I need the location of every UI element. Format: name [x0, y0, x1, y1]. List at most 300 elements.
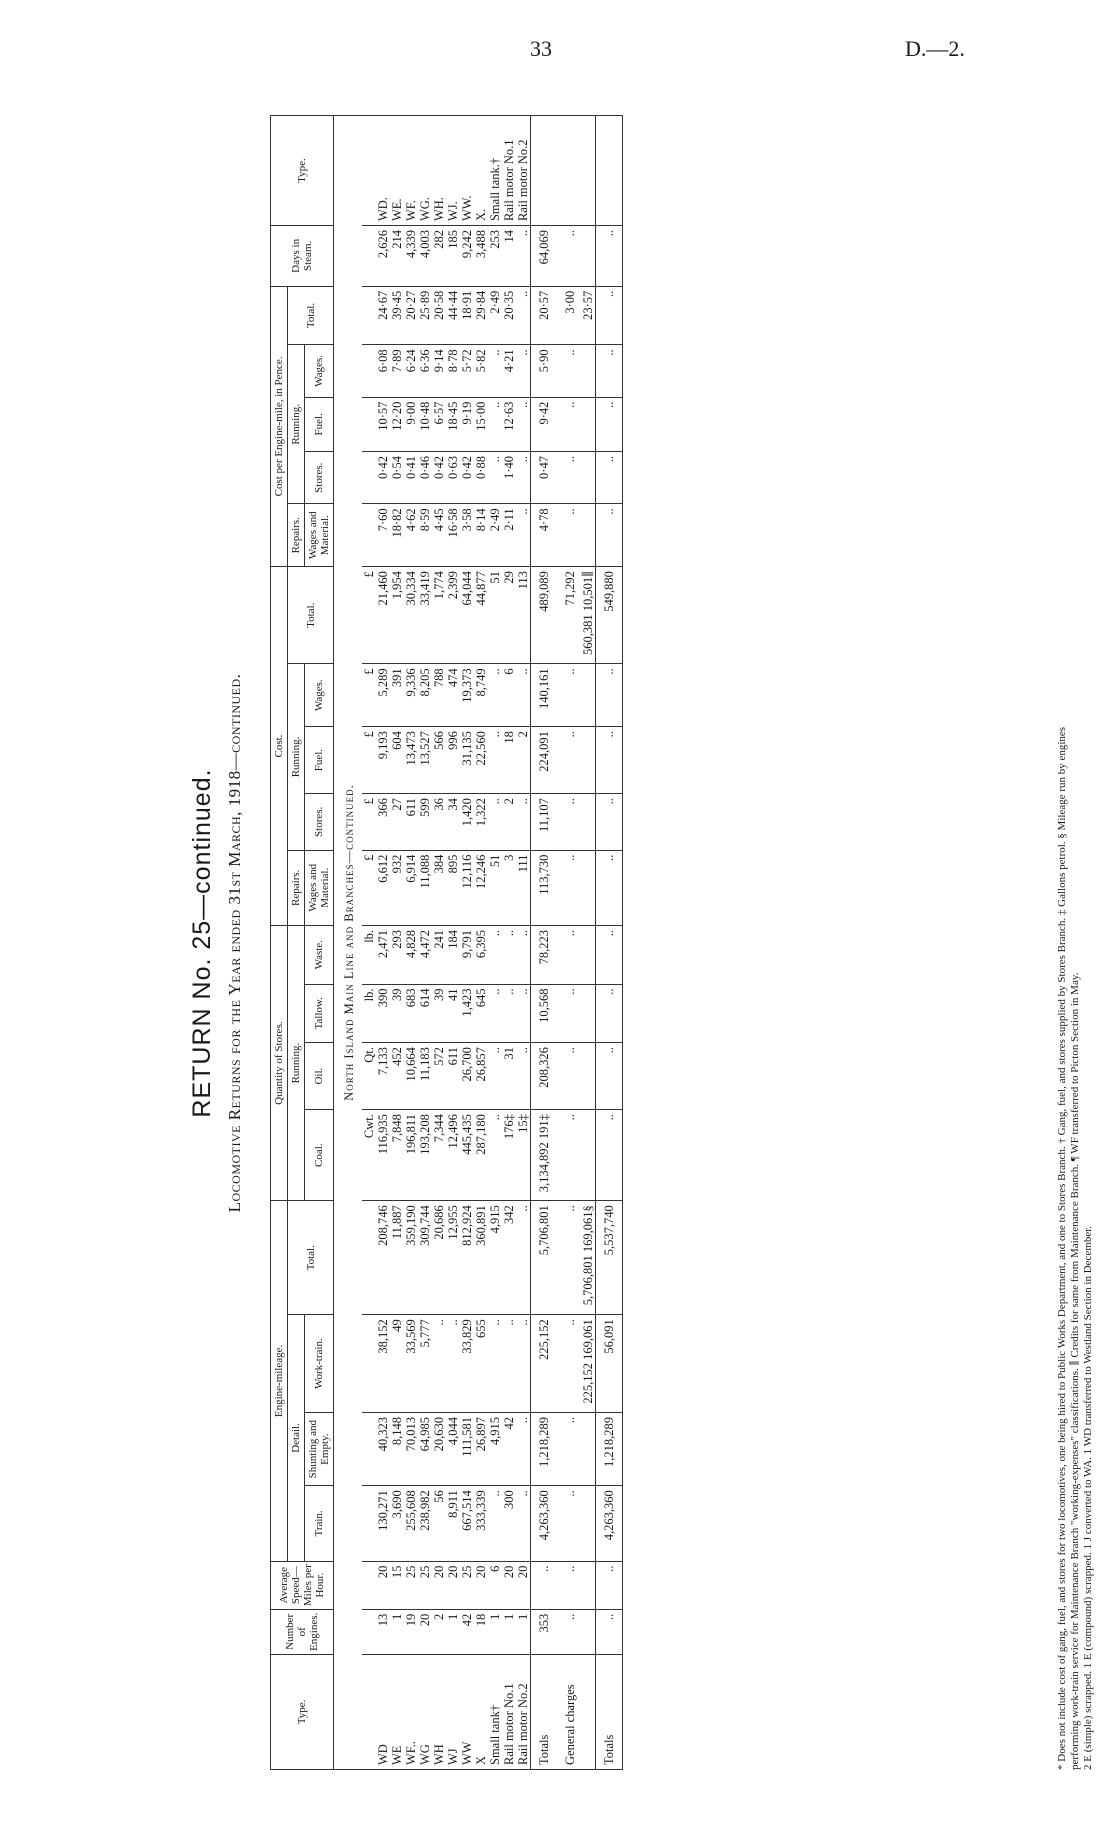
- table-cell: 71,292: [557, 567, 581, 664]
- table-cell: 6·24: [404, 345, 418, 397]
- table-cell: 25: [418, 1561, 432, 1609]
- table-cell: ..: [596, 664, 623, 727]
- table-cell: 0·42: [460, 452, 474, 504]
- table-cell: Rail motor No.1: [502, 116, 516, 226]
- table-cell: 2·49: [488, 286, 502, 345]
- table-cell: 6·57: [432, 397, 446, 451]
- table-row: [502, 116, 516, 1770]
- table-row: [418, 116, 432, 1770]
- table-cell: 683: [404, 984, 418, 1043]
- table-cell: 8·59: [418, 504, 432, 567]
- table-cell: [581, 1609, 596, 1654]
- table-cell: [557, 116, 581, 226]
- table-cell: [362, 504, 376, 567]
- table-cell: 225,152 169,061: [581, 1315, 596, 1413]
- table-cell: WH: [432, 1654, 446, 1769]
- table-row: [376, 116, 390, 1770]
- table-cell: WJ.: [446, 116, 460, 226]
- table-cell: WG: [418, 1654, 432, 1769]
- table-cell: £: [362, 567, 376, 664]
- col-cost-running: Running.: [288, 664, 305, 850]
- table-cell: 300: [502, 1486, 516, 1561]
- table-cell: [362, 1609, 376, 1654]
- table-cell: ..: [432, 1315, 446, 1413]
- table-cell: 25: [460, 1561, 474, 1609]
- table-cell: 9·00: [404, 397, 418, 451]
- table-cell: 20·35: [502, 286, 516, 345]
- table-cell: 549,880: [596, 567, 623, 664]
- table-cell: [581, 116, 596, 226]
- table-cell: 0·42: [376, 452, 390, 504]
- table-cell: 25·89: [418, 286, 432, 345]
- table-cell: WJ: [446, 1654, 460, 1769]
- table-cell: 19: [404, 1609, 418, 1654]
- return-title: RETURN No. 25—continued.: [188, 768, 216, 1118]
- table-cell: 176‡: [502, 1110, 516, 1201]
- table-cell: [581, 452, 596, 504]
- table-cell: 7·89: [390, 345, 404, 397]
- table-cell: 44·44: [446, 286, 460, 345]
- table-cell: [362, 397, 376, 451]
- table-cell: 12·63: [502, 397, 516, 451]
- table-cell: 56,091: [596, 1315, 623, 1413]
- table-cell: 0·88: [474, 452, 488, 504]
- table-cell: ..: [557, 727, 581, 794]
- table-cell: 20: [376, 1561, 390, 1609]
- table-cell: ..: [557, 1561, 581, 1609]
- table-cell: 22,560: [474, 727, 488, 794]
- table-cell: WF..: [404, 1654, 418, 1769]
- page-number: 33: [530, 36, 552, 61]
- table-cell: 0·63: [446, 452, 460, 504]
- table-cell: 3,134,892 191‡: [531, 1110, 558, 1201]
- table-cell: ..: [516, 226, 531, 287]
- table-cell: 452: [390, 1043, 404, 1110]
- table-cell: 16·58: [446, 504, 460, 567]
- table-cell: WW.: [460, 116, 474, 226]
- col-pence-repairs: Repairs.: [288, 504, 305, 567]
- table-cell: ..: [502, 925, 516, 984]
- table-cell: [581, 1486, 596, 1561]
- table-cell: 15: [390, 1561, 404, 1609]
- col-cost: Cost.: [271, 567, 288, 926]
- table-cell: 20,686: [432, 1201, 446, 1315]
- table-cell: 384: [432, 850, 446, 925]
- table-cell: ..: [557, 1609, 581, 1654]
- col-cost-per-engine-mile: Cost per Engine-mile, in Pence.: [271, 286, 288, 566]
- col-shunting: Shunting and Empty.: [305, 1413, 334, 1486]
- table-cell: [596, 116, 623, 226]
- general-charges-row: [557, 116, 581, 1770]
- table-cell: WD: [376, 1654, 390, 1769]
- table-cell: 40,323: [376, 1413, 390, 1486]
- table-cell: 7·60: [376, 504, 390, 567]
- table-cell: lb.: [362, 984, 376, 1043]
- table-cell: Small tank.†: [488, 116, 502, 226]
- table-cell: ..: [488, 794, 502, 851]
- table-cell: 78,223: [531, 925, 558, 984]
- table-cell: 359,190: [404, 1201, 418, 1315]
- table-cell: WE.: [390, 116, 404, 226]
- table-cell: 42: [502, 1413, 516, 1486]
- col-pence-stores: Stores.: [305, 452, 334, 504]
- table-cell: 19,373: [460, 664, 474, 727]
- table-cell: 10·48: [418, 397, 432, 451]
- table-cell: 1,322: [474, 794, 488, 851]
- table-cell: 111: [516, 850, 531, 925]
- table-cell: £: [362, 664, 376, 727]
- locomotive-returns-table: [270, 115, 623, 1770]
- table-cell: [362, 1413, 376, 1486]
- table-cell: 116,935: [376, 1110, 390, 1201]
- table-cell: 3·00: [557, 286, 581, 345]
- table-cell: 611: [446, 1043, 460, 1110]
- table-row: [446, 116, 460, 1770]
- table-cell: 4,044: [446, 1413, 460, 1486]
- table-cell: Totals: [596, 1654, 623, 1769]
- table-cell: [362, 1486, 376, 1561]
- table-cell: ..: [516, 452, 531, 504]
- table-cell: Qt.: [362, 1043, 376, 1110]
- col-tallow: Tallow.: [305, 984, 334, 1043]
- table-cell: ..: [557, 452, 581, 504]
- table-cell: 895: [446, 850, 460, 925]
- table-cell: ..: [557, 1486, 581, 1561]
- table-cell: 1,218,289: [596, 1413, 623, 1486]
- table-cell: ..: [488, 1486, 502, 1561]
- table-cell: 4,263,360: [531, 1486, 558, 1561]
- table-cell: 20·58: [432, 286, 446, 345]
- table-cell: 130,271: [376, 1486, 390, 1561]
- table-cell: ..: [596, 345, 623, 397]
- table-cell: 64,044: [460, 567, 474, 664]
- table-cell: 31,135: [460, 727, 474, 794]
- table-cell: 5·72: [460, 345, 474, 397]
- table-cell: 20,630: [432, 1413, 446, 1486]
- table-cell: ..: [557, 1413, 581, 1486]
- table-cell: [362, 345, 376, 397]
- col-quantity-of-stores: Quantity of Stores.: [271, 925, 288, 1200]
- table-cell: 27: [390, 794, 404, 851]
- table-cell: £: [362, 850, 376, 925]
- table-cell: [362, 1561, 376, 1609]
- table-cell: 39: [432, 984, 446, 1043]
- table-cell: 26,700: [460, 1043, 474, 1110]
- col-mileage-total: Total.: [288, 1201, 334, 1315]
- table-cell: 208,746: [376, 1201, 390, 1315]
- col-train: Train.: [305, 1486, 334, 1561]
- table-cell: 18·82: [390, 504, 404, 567]
- rotated-page: [0, 86, 1114, 1800]
- table-cell: 9,336: [404, 664, 418, 727]
- table-cell: 56: [432, 1486, 446, 1561]
- table-cell: 18·91: [460, 286, 474, 345]
- table-cell: 20·57: [531, 286, 558, 345]
- table-cell: ..: [596, 452, 623, 504]
- col-pence-wages: Wages.: [305, 345, 334, 397]
- col-days-in-steam: Days in Steam.: [271, 226, 334, 287]
- col-coal: Coal.: [305, 1110, 334, 1201]
- col-type: Type.: [271, 1654, 334, 1769]
- table-cell: [581, 1110, 596, 1201]
- table-cell: 353: [531, 1609, 558, 1654]
- table-cell: Rail motor No.2: [516, 1654, 531, 1769]
- table-cell: 599: [418, 794, 432, 851]
- table-cell: 20: [432, 1561, 446, 1609]
- table-cell: 8·14: [474, 504, 488, 567]
- table-cell: 9·19: [460, 397, 474, 451]
- table-cell: 566: [432, 727, 446, 794]
- table-cell: 23·57: [581, 286, 596, 345]
- table-cell: 4·21: [502, 345, 516, 397]
- document-code: D.—2.: [905, 36, 965, 61]
- table-cell: ..: [446, 1315, 460, 1413]
- section-row: [334, 116, 363, 1770]
- table-cell: 6: [488, 1561, 502, 1609]
- table-cell: 1·40: [502, 452, 516, 504]
- table-cell: 342: [502, 1201, 516, 1315]
- table-cell: 812,924: [460, 1201, 474, 1315]
- table-cell: 1,218,289: [531, 1413, 558, 1486]
- table-cell: [362, 226, 376, 287]
- table-cell: 20: [446, 1561, 460, 1609]
- table-cell: 366: [376, 794, 390, 851]
- table-cell: 4,003: [418, 226, 432, 287]
- table-cell: 0·46: [418, 452, 432, 504]
- table-cell: ..: [596, 794, 623, 851]
- table-cell: ..: [557, 984, 581, 1043]
- table-cell: ..: [488, 452, 502, 504]
- table-cell: 360,891: [474, 1201, 488, 1315]
- table-cell: [362, 286, 376, 345]
- totals-row: [531, 116, 558, 1770]
- table-row: [488, 116, 502, 1770]
- table-cell: 0·47: [531, 452, 558, 504]
- table-cell: 70,013: [404, 1413, 418, 1486]
- table-cell: 0·42: [432, 452, 446, 504]
- table-cell: 24·67: [376, 286, 390, 345]
- table-cell: [581, 794, 596, 851]
- table-cell: 241: [432, 925, 446, 984]
- col-work-train: Work-train.: [305, 1315, 334, 1413]
- table-cell: 8,911: [446, 1486, 460, 1561]
- table-cell: ..: [488, 727, 502, 794]
- col-cost-repairs: Repairs.: [288, 850, 305, 925]
- table-cell: 5·90: [531, 345, 558, 397]
- table-cell: ..: [516, 345, 531, 397]
- table-cell: 604: [390, 727, 404, 794]
- table-cell: ..: [516, 925, 531, 984]
- table-cell: 7,133: [376, 1043, 390, 1110]
- section-title: North Island Main Line and Branches—continued.: [334, 116, 363, 1770]
- table-cell: 3·58: [460, 504, 474, 567]
- table-cell: Rail motor No.1: [502, 1654, 516, 1769]
- table-cell: 9,193: [376, 727, 390, 794]
- table-cell: 34: [446, 794, 460, 851]
- table-cell: ..: [596, 1043, 623, 1110]
- table-cell: 4,472: [418, 925, 432, 984]
- table-cell: [362, 1201, 376, 1315]
- table-cell: WD.: [376, 116, 390, 226]
- col-pence-wages-material: Wages and Material.: [305, 504, 334, 567]
- table-cell: 51: [488, 850, 502, 925]
- table-cell: ..: [488, 984, 502, 1043]
- table-cell: 932: [390, 850, 404, 925]
- table-cell: 309,744: [418, 1201, 432, 1315]
- col-waste: Waste.: [305, 925, 334, 984]
- table-cell: 113,730: [531, 850, 558, 925]
- table-cell: ..: [502, 984, 516, 1043]
- table-cell: 2·49: [488, 504, 502, 567]
- table-cell: [581, 727, 596, 794]
- table-cell: 8·78: [446, 345, 460, 397]
- table-cell: ..: [557, 925, 581, 984]
- table-cell: ..: [557, 226, 581, 287]
- col-cost-total: Total.: [288, 567, 334, 664]
- grand-totals-row: [596, 116, 623, 1770]
- table-cell: 282: [432, 226, 446, 287]
- table-cell: General charges: [557, 1654, 581, 1769]
- table-cell: 18: [474, 1609, 488, 1654]
- table-cell: [581, 1043, 596, 1110]
- table-row: [460, 116, 474, 1770]
- table-cell: ..: [596, 727, 623, 794]
- table-cell: 6·08: [376, 345, 390, 397]
- table-cell: 225,152: [531, 1315, 558, 1413]
- units-row: [362, 116, 376, 1770]
- table-cell: 1: [390, 1609, 404, 1654]
- table-cell: 18·45: [446, 397, 460, 451]
- col-cost-wages: Wages.: [305, 664, 334, 727]
- table-cell: [581, 504, 596, 567]
- table-cell: 9,791: [460, 925, 474, 984]
- table-cell: [581, 925, 596, 984]
- table-cell: 287,180: [474, 1110, 488, 1201]
- table-cell: 1: [446, 1609, 460, 1654]
- table-cell: 185: [446, 226, 460, 287]
- table-cell: 474: [446, 664, 460, 727]
- table-cell: X.: [474, 116, 488, 226]
- table-cell: 645: [474, 984, 488, 1043]
- col-cost-fuel: Fuel.: [305, 727, 334, 794]
- table-cell: 4,263,360: [596, 1486, 623, 1561]
- table-cell: 6,395: [474, 925, 488, 984]
- table-cell: ..: [516, 1043, 531, 1110]
- table-cell: 224,091: [531, 727, 558, 794]
- table-cell: 2,399: [446, 567, 460, 664]
- table-cell: 26,857: [474, 1043, 488, 1110]
- table-cell: 4·78: [531, 504, 558, 567]
- table-cell: 8,749: [474, 664, 488, 727]
- table-cell: 4,915: [488, 1413, 502, 1486]
- table-cell: 2,626: [376, 226, 390, 287]
- table-cell: ..: [516, 984, 531, 1043]
- table-cell: 6,612: [376, 850, 390, 925]
- table-cell: 6,914: [404, 850, 418, 925]
- table-cell: [581, 1561, 596, 1609]
- table-row: [474, 116, 488, 1770]
- table-cell: ..: [557, 1201, 581, 1315]
- table-cell: 20: [474, 1561, 488, 1609]
- table-cell: WF.: [404, 116, 418, 226]
- table-cell: 253: [488, 226, 502, 287]
- col-cost-wages-material: Wages and Material.: [305, 850, 334, 925]
- table-cell: 140,161: [531, 664, 558, 727]
- table-cell: 12,246: [474, 850, 488, 925]
- table-cell: 51: [488, 567, 502, 664]
- table-cell: WH.: [432, 116, 446, 226]
- table-cell: 1: [516, 1609, 531, 1654]
- table-cell: £: [362, 727, 376, 794]
- table-cell: 11,088: [418, 850, 432, 925]
- table-cell: [581, 397, 596, 451]
- table-cell: [581, 345, 596, 397]
- table-cell: 614: [418, 984, 432, 1043]
- table-cell: Totals: [531, 1654, 558, 1769]
- table-cell: 193,208: [418, 1110, 432, 1201]
- table-cell: 13: [376, 1609, 390, 1654]
- table-cell: ..: [596, 984, 623, 1043]
- table-cell: 39: [390, 984, 404, 1043]
- table-cell: ..: [516, 1486, 531, 1561]
- table-cell: 5,537,740: [596, 1201, 623, 1315]
- table-cell: 560,381 10,501∥: [581, 567, 596, 664]
- table-cell: 3,488: [474, 226, 488, 287]
- table-cell: ..: [531, 1561, 558, 1609]
- table-cell: 6·36: [418, 345, 432, 397]
- table-cell: 5,777: [418, 1315, 432, 1413]
- table-cell: ..: [557, 794, 581, 851]
- table-cell: 238,982: [418, 1486, 432, 1561]
- table-cell: 30,334: [404, 567, 418, 664]
- table-body: [334, 116, 623, 1770]
- table-cell: ..: [557, 1043, 581, 1110]
- table-cell: 14: [502, 226, 516, 287]
- table-cell: 20: [418, 1609, 432, 1654]
- table-cell: 29: [502, 567, 516, 664]
- table-cell: WE: [390, 1654, 404, 1769]
- table-cell: 1: [488, 1609, 502, 1654]
- table-cell: 12·20: [390, 397, 404, 451]
- table-cell: 1: [502, 1609, 516, 1654]
- table-cell: 4,915: [488, 1201, 502, 1315]
- table-cell: 9·42: [531, 397, 558, 451]
- table-cell: 11,107: [531, 794, 558, 851]
- table-cell: 390: [376, 984, 390, 1043]
- table-cell: ..: [557, 664, 581, 727]
- col-stores-running: Running.: [288, 925, 305, 1200]
- table-cell: Cwt.: [362, 1110, 376, 1201]
- col-type-right: Type.: [271, 116, 334, 226]
- footnote-line: performing work-train service for Maintenance Branch "working-expenses" classifications. ∥ Credits for same from Maintenance Branch. ¶ WF transferred to Picton Section in May.: [1069, 972, 1081, 1770]
- table-cell: 18: [502, 727, 516, 794]
- table-cell: WG.: [418, 116, 432, 226]
- table-cell: [581, 850, 596, 925]
- table-row: [404, 116, 418, 1770]
- table-cell: 5·82: [474, 345, 488, 397]
- table-cell: ..: [596, 286, 623, 345]
- table-cell: 29·84: [474, 286, 488, 345]
- table-cell: ..: [557, 504, 581, 567]
- table-cell: 21,460: [376, 567, 390, 664]
- table-cell: 38,152: [376, 1315, 390, 1413]
- table-cell: 2,471: [376, 925, 390, 984]
- subtotal-row: [581, 116, 596, 1770]
- table-cell: [581, 664, 596, 727]
- table-cell: 20: [502, 1561, 516, 1609]
- table-cell: 42: [460, 1609, 474, 1654]
- table-cell: 10·57: [376, 397, 390, 451]
